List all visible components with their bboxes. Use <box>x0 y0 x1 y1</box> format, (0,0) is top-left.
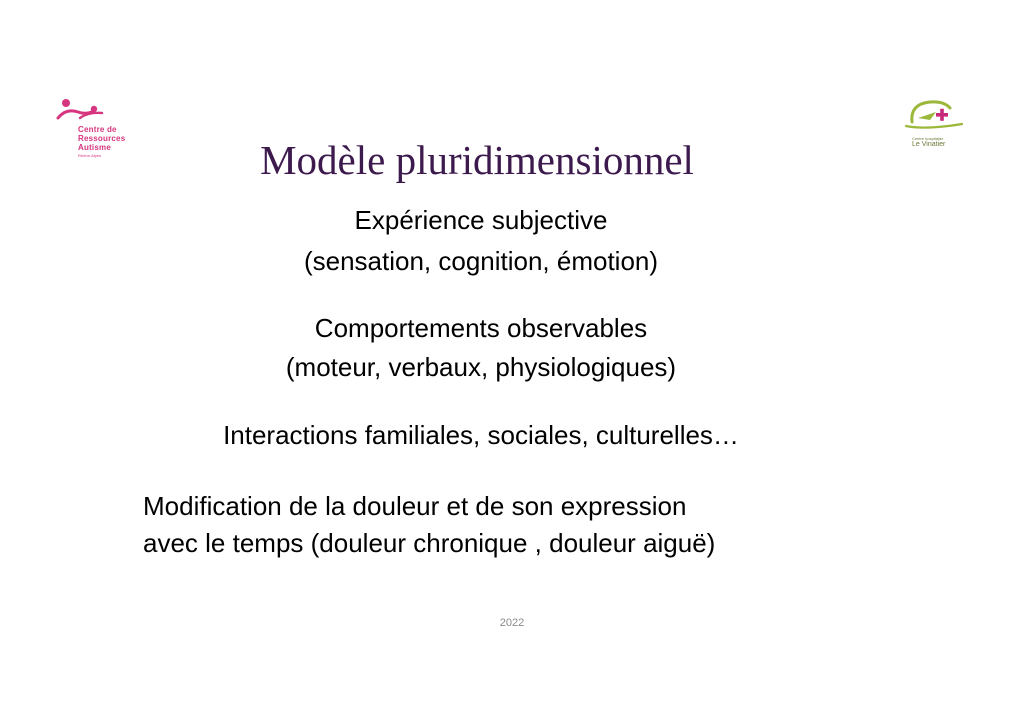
slide-title: Modèle pluridimensionnel <box>260 137 694 183</box>
item-interactions: Interactions familiales, sociales, culturelles… <box>223 420 739 450</box>
footer-year: 2022 <box>499 617 525 629</box>
cra-figures-icon <box>56 98 116 128</box>
cra-logo-sub: Rhône-Alpes <box>78 153 102 158</box>
item-pain-modification: Modification de la douleur et de son expression <box>143 491 687 521</box>
vinatier-logo-label: Le Vinatier <box>912 141 946 148</box>
cra-logo-line: Autisme <box>78 143 111 152</box>
item-subjective-experience-detail: (sensation, cognition, émotion) <box>303 246 659 276</box>
vinatier-logo-sub: Centre hospitalier <box>912 136 944 141</box>
item-subjective-experience: Expérience subjective <box>354 205 608 235</box>
cra-logo-line: Centre de <box>78 125 117 134</box>
vinatier-emblem-icon <box>896 98 968 138</box>
item-pain-modification-detail: avec le temps (douleur chronique , douleur aiguë) <box>143 528 716 558</box>
item-observable-behaviors: Comportements observables <box>314 313 648 343</box>
cra-logo-line: Ressources <box>78 134 126 143</box>
item-observable-behaviors-detail: (moteur, verbaux, physiologiques) <box>285 352 677 382</box>
